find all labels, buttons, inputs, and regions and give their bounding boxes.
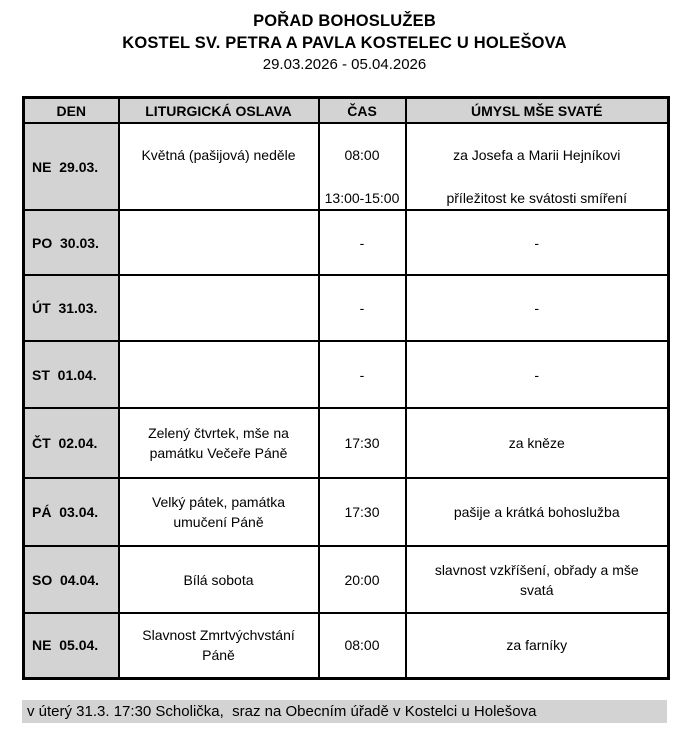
header-row [24,98,669,124]
intention-cell: pašije a krátká bohoslužba [406,478,669,546]
page-title: POŘAD BOHOSLUŽEB [253,12,436,30]
intention-cell: - [406,275,669,341]
schedule-table [22,96,670,680]
intention-cell: - [406,341,669,408]
cell-line: Květná (pašijová) neděle [141,147,296,163]
time-cell [319,123,406,210]
cell-line: památku Večeře Páně [149,445,288,461]
liturgy-cell [119,123,319,210]
time-cell: - [319,210,406,275]
cell-line: Velký pátek, památka [151,494,286,510]
liturgy-cell: Bílá sobota [119,546,319,613]
cell-line: za Josefa a Marii Hejníkovi [453,147,621,163]
table-row-ne-05-04 [24,613,669,678]
intention-cell: za kněze [406,408,669,478]
time-cell: 20:00 [319,546,406,613]
cell-line: Slavnost Zmrtvýchvstání [142,627,295,644]
day-cell: SO 04.04. [24,546,119,613]
intention-cell: za farníky [406,613,669,678]
day-cell: PO 30.03. [24,210,119,275]
intention-cell [406,546,669,613]
cell-line: příležitost ke svátosti smíření [446,190,627,206]
liturgy-cell [119,275,319,341]
time-cell: 08:00 [319,613,406,678]
liturgy-cell [119,408,319,478]
time-entries [320,145,405,209]
cell-line: svatá [520,581,554,598]
col-header-time: ČAS [319,98,406,124]
table-row-ut-31-03 [24,275,669,341]
liturgy-cell [119,341,319,408]
cell-line: Zelený čtvrtek, mše na [148,425,289,441]
day-cell: ST 01.04. [24,341,119,408]
table-row-po-30-03 [24,210,669,275]
col-header-liturgy: LITURGICKÁ OSLAVA [119,98,319,124]
day-cell: PÁ 03.04. [24,478,119,546]
col-header-intention: ÚMYSL MŠE SVATÉ [406,98,669,124]
cell-line: 13:00-15:00 [324,190,400,206]
day-cell: NE 05.04. [24,613,119,678]
day-cell: ČT 02.04. [24,408,119,478]
intention-cell [406,123,669,210]
time-cell: - [319,341,406,408]
table-row-so-04-04 [24,546,669,613]
col-header-den: DEN [24,98,119,124]
time-cell: 17:30 [319,478,406,546]
table-row-st-01-04 [24,341,669,408]
date-range: 29.03.2026 - 05.04.2026 [262,56,427,73]
page-subtitle: KOSTEL SV. PETRA A PAVLA KOSTELEC U HOLEŠOVA [122,34,567,52]
liturgy-cell [119,478,319,546]
cell-line: slavnost vzkříšení, obřady a mše [434,561,639,578]
footer-note: v úterý 31.3. 17:30 Scholička, sraz na Obecním úřadě v Kostelci u Holešova [22,700,667,723]
liturgy-cell [119,613,319,678]
cell-line: umučení Páně [173,514,264,530]
cell-line: 08:00 [344,147,380,163]
intention-entries [407,145,668,209]
table-row-ne-29-03 [24,123,669,210]
time-cell: - [319,275,406,341]
time-cell: 17:30 [319,408,406,478]
table-row-pa-03-04 [24,478,669,546]
day-cell: ÚT 31.03. [24,275,119,341]
cell-line: Páně [202,647,235,664]
liturgy-cell [119,210,319,275]
day-cell: NE 29.03. [24,123,119,210]
table-row-ct-02-04 [24,408,669,478]
intention-cell: - [406,210,669,275]
